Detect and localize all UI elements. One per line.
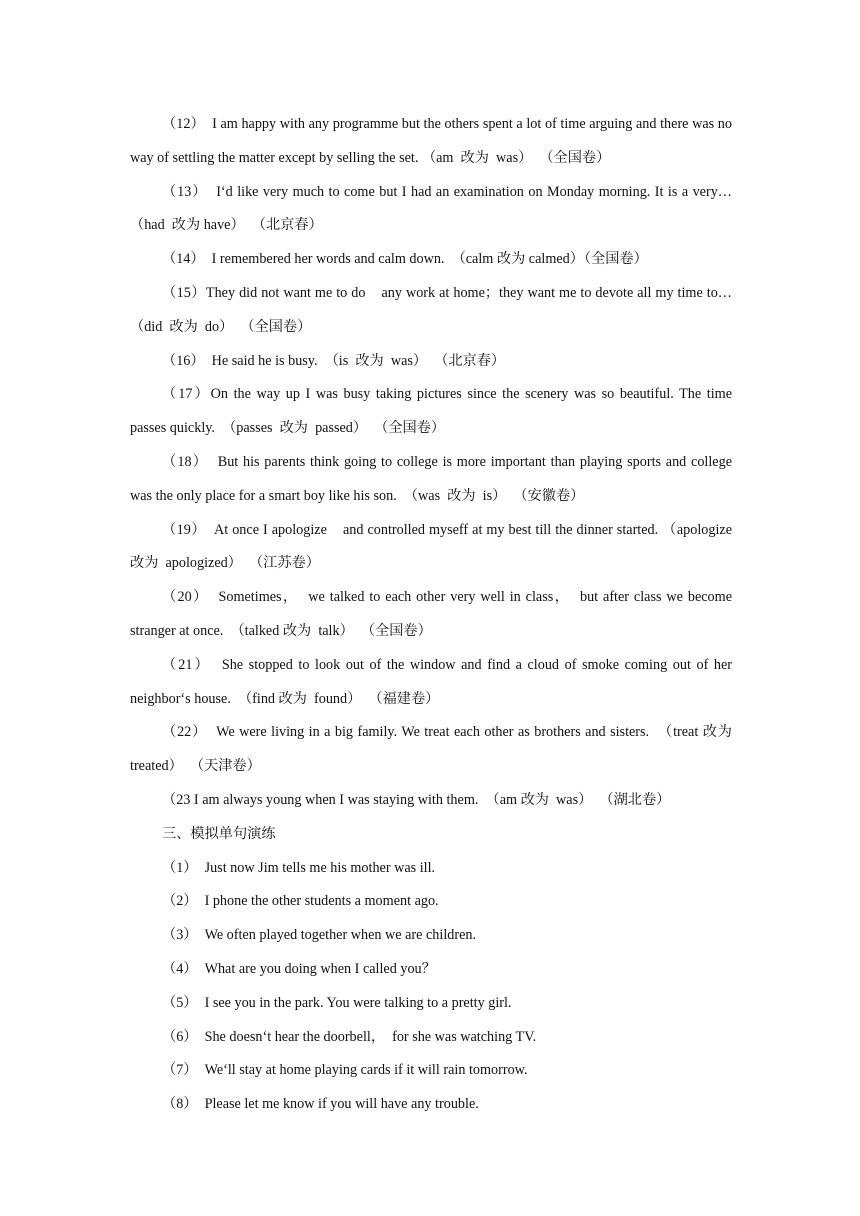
practice-item-7: （7） We‘ll stay at home playing cards if it will rain tomorrow. <box>162 1062 528 1079</box>
exercise-item-18: （18） But his parents think going to college is more important than playing sports and college was the only place for a smart boy like his son. （was 改为 is） （安徽卷） <box>130 453 736 504</box>
practice-item-5: （5） I see you in the park. You were talking to a pretty girl. <box>162 994 512 1011</box>
practice-item-2: （2） I phone the other students a moment ago. <box>162 893 439 910</box>
exercise-item-15: （15）They did not want me to do any work at home；they want me to devote all my time to… （did 改为 do） （全国卷） <box>130 284 740 335</box>
exercise-item-12: （12） I am happy with any programme but the others spent a lot of time arguing and there was no way of settling the matter except by selling the set. （am 改为 was） （全国卷） <box>130 116 736 166</box>
exercise-item-13: （13） I‘d like very much to come but I had an examination on Monday morning. It is a very… （had 改为 have） （北京春） <box>130 183 740 234</box>
document-body <box>130 108 740 1122</box>
exercise-item-23: （23 I am always young when I was staying with them. （am 改为 was） （湖北卷） <box>162 791 671 808</box>
exercise-item-17: （17）On the way up I was busy taking pictures since the scenery was so beautiful. The time passes quickly. （passes 改为 passed） （全国卷） <box>130 386 736 437</box>
practice-item-4: （4） What are you doing when I called you？ <box>162 960 436 977</box>
practice-item-8: （8） Please let me know if you will have any trouble. <box>162 1096 479 1113</box>
section-heading: 三、模拟单句演练 <box>162 825 276 842</box>
exercise-item-21: （21） She stopped to look out of the window and find a cloud of smoke coming out of her neighbor‘s house. （find 改为 found） （福建卷） <box>130 656 736 707</box>
exercise-item-14: （14） I remembered her words and calm down. （calm 改为 calmed）（全国卷） <box>162 251 648 268</box>
practice-item-1: （1） Just now Jim tells me his mother was ill. <box>162 859 436 876</box>
exercise-item-19: （19） At once I apologize and controlled myseff at my best till the dinner started. （apologize 改为 apologized） （江苏卷） <box>130 521 736 572</box>
exercise-item-20: （20） Sometimes， we talked to each other very well in class， but after class we become stranger at once. （talked 改为 talk） （全国卷） <box>130 589 736 639</box>
practice-item-3: （3） We often played together when we are children. <box>162 927 477 944</box>
practice-item-6: （6） She doesn‘t hear the doorbell， for she was watching TV. <box>162 1028 537 1045</box>
exercise-item-22: （22） We were living in a big family. We treat each other as brothers and sisters. （treat 改为 treated） （天津卷） <box>130 724 740 775</box>
exercise-item-16: （16） He said he is busy. （is 改为 was） （北京春） <box>162 352 506 369</box>
